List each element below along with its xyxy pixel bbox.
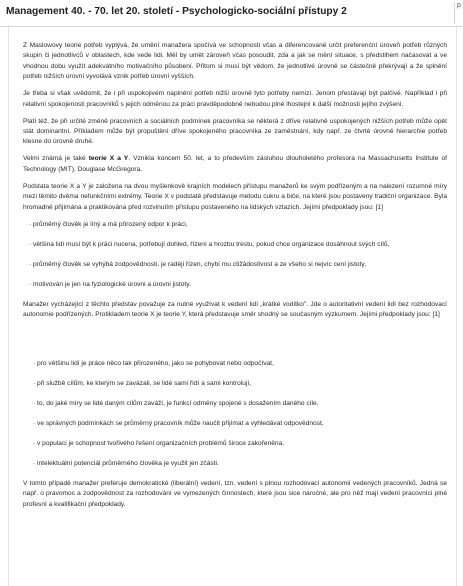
list-item-y: · to, do jaké míry se lidé daným cílům zaváží, je funkcí odměny spojené s dosažením daného cíle, <box>33 400 319 408</box>
paragraph-change: Platí též, že při určité změně pracovních a sociálních podmínek pracovníka se některá z dříve relativně uspokojených nižších potřeb může opět stát dominantní. Příkladem může být propuštění dříve spokojeného pracovníka ze zaměstnání, kdy např. ze čtvrté úrovně hierarchie potřeb klesne do úrovně druhé. <box>23 117 447 146</box>
paragraph-theory-y: Manažer vycházející z těchto představ považuje za nutné využívat k vedení lidí „krátké vodítko". Jde o autoritativní vedení lidí bez rozhodovací autonomie podřízených. Protikladem teorie X je teorie Y, která představuje směr shodný se současným výzkumem. Jejími předpoklady jsou: [1] <box>23 300 447 319</box>
list-item-y: · intelektuální potenciál průměrného člověka je využit jen zčásti. <box>33 460 219 468</box>
list-item-y: · pro většinu lidí je práce něco tak přirozeného, jako se pohybovat nebo odpočívat, <box>33 360 274 368</box>
theory-xy-term: teorie X a Y <box>88 155 129 163</box>
page-header <box>0 0 463 27</box>
paragraph-needs: Je třeba si však uvědomit, že i při uspokojivém naplnění potřeb nižší úrovně tyto potřeby nemizí. Jenom přestávají být palčivé. Například i při relativní spokojenosti pracovníků s jejich odměnou za práci pravděpodobně nebudou plně lhostejní k další možnosti jejího zvýšení. <box>23 90 447 108</box>
paragraph-theory-x: Podstata teorie X a Y je založena na dvou myšlenkově krajních modelech přístupu manažerů ke svým podřízeným a na nalezení rozumné míry mezi těmito dvěma nefunkčními extrémy. Teorie X v podstatě představuje metodu cukru a biče, na které jsou postaveny tradiční organizace. Byla hromadně přijímána a praktikována před rozvinutím přístupu postaveného na lidských vztazích. Jejími předpoklady jsou: [1] <box>23 182 447 211</box>
list-item-x: · motivován je jen na fyziologické úrovni a úrovni jistoty. <box>29 280 191 288</box>
list-item-y: · v populaci je schopnost tvořivého řešení organizačních problémů široce zakořeněna, <box>33 440 285 448</box>
corner-mark: p <box>454 2 463 24</box>
paragraph-maslow: Z Maslowovy teorie potřeb vyplývá, že umění manažera spočívá ve schopnosti včas a diferencovaně určit preferenční úroveň potřeb různých skupin či jednotlivců v oblastech, kde vede lidi. Měl by umět zároveň včas posoudit, zda a jak se mění situace, s předstihem načasovat a ve vhodnou dobu využít adekvátního motivačního působení. Přitom si musí být vědom, že jednotlivé úrovně se částečně překrývají a že splnění potřeb nižších úrovní vyvolává vznik potřeb úrovní vyšších. <box>23 42 447 81</box>
list-item-y: · při službě cílům, ke kterým se zavázali, se lidé sami řídí a sami kontrolují, <box>33 380 252 388</box>
paragraph-theory-intro: Velmi známá je také teorie X a Y. Vznikla koncem 50. let, a to především zásluhou dlouholetého profesora na Massachusetts Institute of Technology (MIT), Douglase McGregora. <box>23 155 447 173</box>
list-item-x: · průměrný člověk se vyhýbá zodpovědnosti, je raději řízen, chybí mu ctižádostivost a ze všeho si nejvíc cení jistoty, <box>29 260 367 268</box>
article-panel <box>8 27 457 586</box>
page-title: Management 40. - 70. let 20. století - Psychologicko-sociální přístupy 2 <box>6 6 347 17</box>
paragraph-closing: V tomto případě manažer preferuje demokratické (liberální) vedení, tzn. vedení s plnou rozhodovací autonomií vedených pracovníků. Jedná se např. o pravomoc a zodpovědnost za rozhodování ve vymezených činnostech, které jsou sice náročné, ale pro něž mají vedení pracovníci plné profesní a kvalifikační předpoklady. <box>23 480 447 508</box>
list-item-x: · většina lidí musí být k práci nucena, potřebují dohled, řízení a hrozbu trestu, pokud chce organizace dosáhnout svých cílů, <box>29 240 390 248</box>
list-item-x: · průměrný člověk je líný a má přirozený odpor k práci, <box>29 220 188 228</box>
spacer <box>23 327 447 359</box>
list-item-y: · ve správných podmínkách se průměrný pracovník může naučit přijímat a vyhledávat odpovědnost, <box>33 420 324 428</box>
article-body <box>23 41 447 517</box>
